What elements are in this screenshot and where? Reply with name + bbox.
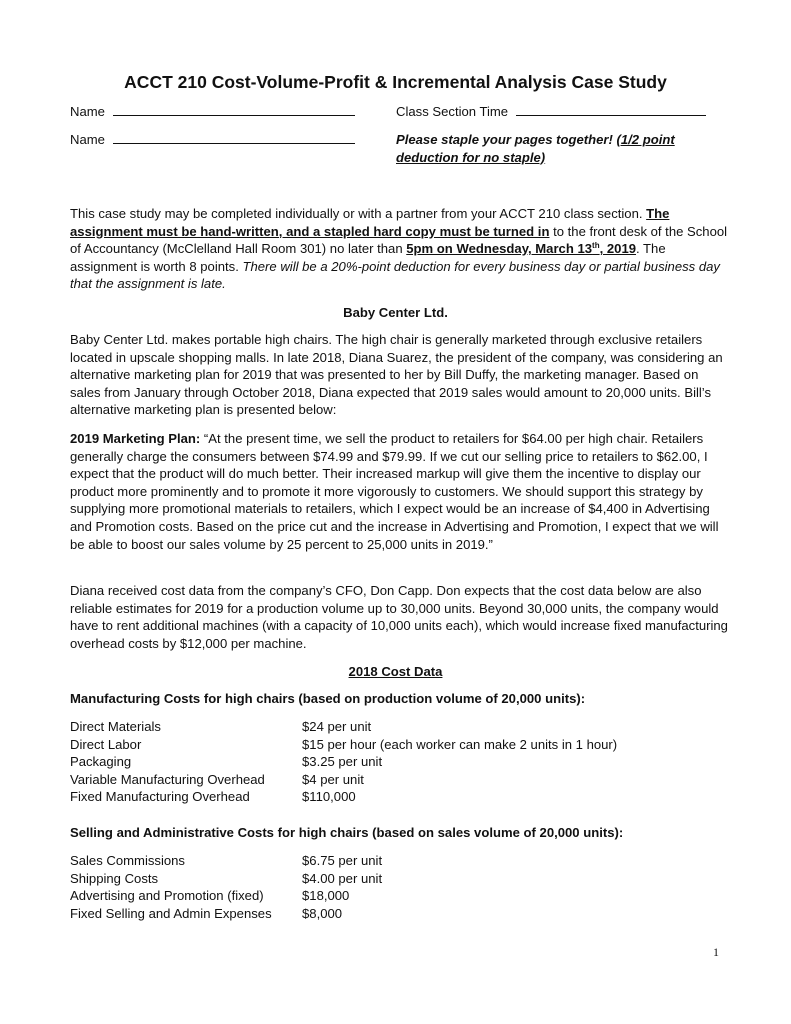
table-row — [70, 736, 617, 754]
table-row — [70, 870, 382, 888]
staple-note-text: Please staple your pages together! — [396, 132, 613, 147]
manufacturing-heading: Manufacturing Costs for high chairs (based on production volume of 20,000 units): — [70, 691, 586, 706]
marketing-plan-paragraph — [70, 430, 730, 553]
cost-value: $4 per unit — [302, 771, 364, 787]
cost-label: Shipping Costs — [70, 870, 159, 886]
background-paragraph: Baby Center Ltd. makes portable high chairs. The high chair is generally marketed through exclusive retailers located in upscale shopping malls. In late 2018, Diana Suarez, the president of the company, was considering an alternative marketing plan for 2019 that was presented to her by Bill Duffy, the marketing manager. Based on sales from January through October 2018, Diana expected that 2019 sales would amount to 20,000 units. Bill’s alternative marketing plan is presented below: — [70, 332, 723, 418]
class-section-field — [396, 103, 706, 121]
cost-label: Packaging — [70, 754, 132, 770]
company-heading: Baby Center Ltd. — [343, 305, 448, 320]
table-row — [70, 905, 382, 923]
table-row — [70, 887, 382, 905]
class-section-blank — [516, 103, 706, 116]
cost-data-heading: 2018 Cost Data — [348, 664, 443, 679]
table-row — [70, 753, 617, 771]
cost-label: Fixed Manufacturing Overhead — [70, 789, 250, 805]
staple-note — [396, 131, 716, 166]
name-label-2: Name — [70, 132, 105, 147]
manufacturing-costs-table — [70, 718, 617, 806]
cost-value: $3.25 per unit — [302, 754, 383, 770]
cost-label: Fixed Selling and Admin Expenses — [70, 905, 272, 921]
cost-label: Variable Manufacturing Overhead — [70, 771, 265, 787]
name-field-2 — [70, 131, 355, 149]
marketing-plan-label: 2019 Marketing Plan: — [70, 431, 201, 446]
intro-deadline — [406, 241, 636, 256]
table-row — [70, 771, 617, 789]
manufacturing-table — [70, 718, 617, 806]
cost-value: $8,000 — [302, 905, 343, 921]
page-number: 1 — [713, 945, 719, 959]
selling-table — [70, 852, 382, 922]
cost-value: $4.00 per unit — [302, 870, 383, 886]
cost-value: $6.75 per unit — [302, 853, 383, 868]
cost-value: $24 per unit — [302, 719, 372, 734]
name-label-1: Name — [70, 104, 105, 119]
name-field-1 — [70, 103, 355, 121]
selling-heading: Selling and Administrative Costs for high chairs (based on sales volume of 20,000 units): — [70, 825, 624, 840]
cost-value: $18,000 — [302, 888, 350, 904]
intro-handwritten-requirement: The assignment must be hand-written, and a stapled hard copy must be turned in — [70, 206, 670, 239]
deadline-year: , 2019 — [599, 241, 637, 257]
cost-label: Sales Commissions — [70, 853, 185, 868]
cost-value: $15 per hour (each worker can make 2 units in 1 hour) — [302, 736, 618, 752]
cost-label: Advertising and Promotion (fixed) — [70, 888, 264, 904]
deadline-date: 5pm on Wednesday, March 13 — [406, 241, 593, 257]
table-row — [70, 852, 382, 870]
intro-paragraph — [70, 205, 730, 293]
deadline-superscript: th — [592, 241, 600, 251]
staple-deduction-note: (1/2 point deduction for no staple) — [396, 132, 675, 165]
page-title: ACCT 210 Cost-Volume-Profit & Incremental Analysis Case Study — [124, 72, 667, 92]
cost-data-paragraph: Diana received cost data from the company’s CFO, Don Capp. Don expects that the cost data below are also reliable estimates for 2019 for a production volume up to 30,000 units. Beyond 30,000 units, the company would have to rent additional machines (with a capacity of 10,000 units each), which would increase fixed manufacturing overhead costs by $12,000 per machine. — [70, 583, 728, 651]
cost-value: $110,000 — [302, 789, 356, 805]
class-section-label: Class Section Time — [396, 104, 509, 119]
name-blank-1 — [113, 103, 355, 116]
intro-text-1: This case study may be completed individually or with a partner from your ACCT 210 class section. — [70, 206, 647, 221]
intro-late-policy: There will be a 20%-point deduction for every business day or partial business day that the assignment is late. — [70, 258, 720, 292]
intro-text-3: . The assignment is worth 8 points. — [70, 241, 666, 274]
name-blank-2 — [113, 131, 355, 144]
intro-text-2: to the front desk of the School of Accountancy (McClelland Hall Room 301) no later than — [70, 223, 728, 257]
cost-label: Direct Labor — [70, 736, 142, 752]
table-row — [70, 788, 617, 806]
cost-label: Direct Materials — [70, 719, 161, 734]
table-row — [70, 718, 617, 736]
marketing-plan-text: “At the present time, we sell the product to retailers for $64.00 per high chair. Retailers generally charge the consumers between $74.99 and $79.99. If we cut our selling price to retailers to $62.00, I expect that the product will do much better. Their increased markup will give them the incentive to display our product more prominently and to promote it more vigorously to customers. We should support this strategy by supplying more promotional materials to retailers, which I expect would be an increase of $4,400 in Advertising and Promotion costs. Based on the price cut and the increase in Advertising and Promotion, I expect that we will be able to boost our sales volume by 25 percent to 25,000 units in 2019.” — [70, 431, 719, 552]
selling-costs-table — [70, 852, 382, 922]
